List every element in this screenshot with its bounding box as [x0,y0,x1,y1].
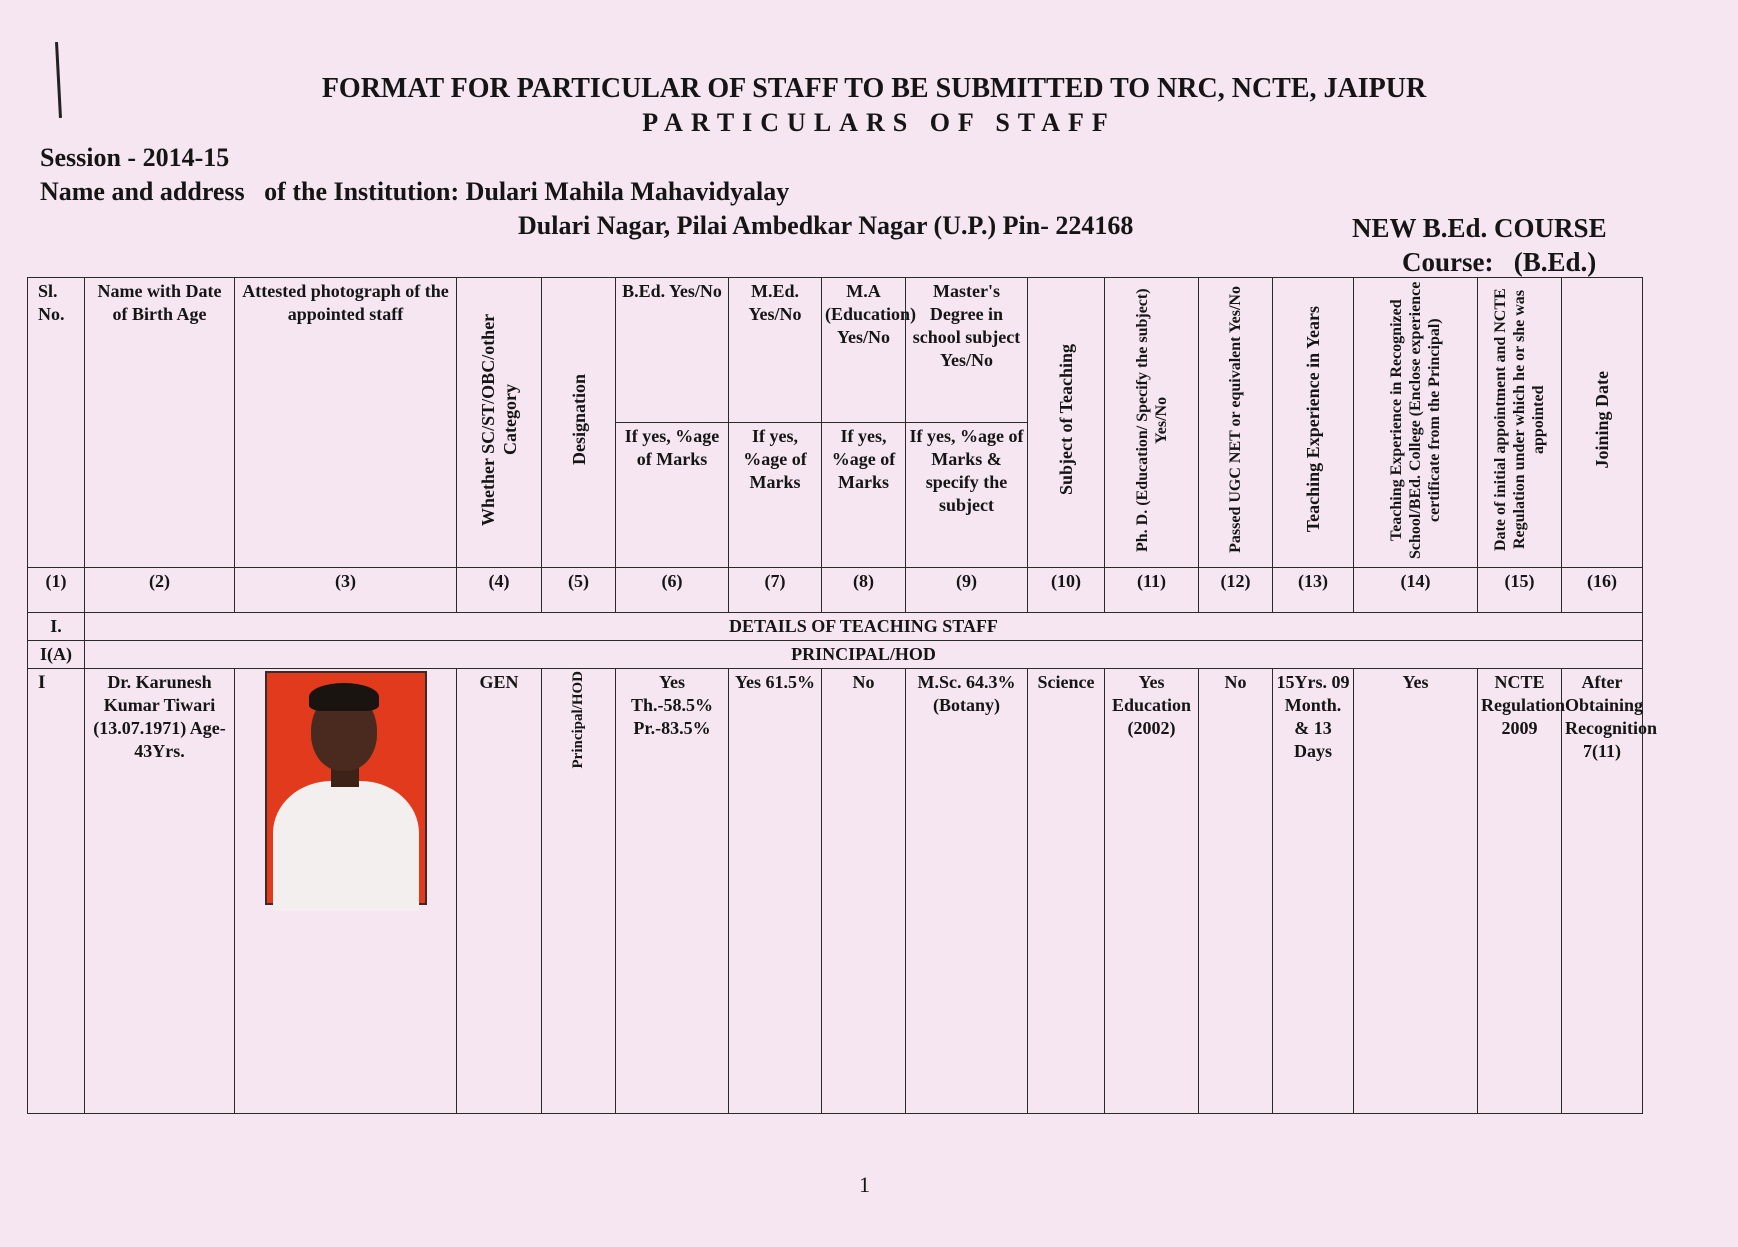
column-number: (5) [542,568,616,613]
document-subtitle: PARTICULARS OF STAFF [642,108,1116,137]
column-number: (13) [1273,568,1354,613]
course-heading: NEW B.Ed. COURSE [1352,213,1607,243]
cell-name: Dr. Karunesh Kumar Tiwari (13.07.1971) Age-43Yrs. [85,669,235,1114]
col-header-masters: Master's Degree in school subject Yes/No [906,278,1028,423]
document-title: FORMAT FOR PARTICULAR OF STAFF TO BE SUBMITTED TO NRC, NCTE, JAIPUR [321,73,1427,104]
column-number: (4) [457,568,542,613]
column-number: (11) [1105,568,1199,613]
column-number: (14) [1354,568,1478,613]
course-label: Course: (B.Ed.) [1402,247,1597,277]
column-number: (10) [1028,568,1105,613]
cell-masters: M.Sc. 64.3% (Botany) [906,669,1028,1114]
cell-experience: 15Yrs. 09 Month. & 13 Days [1273,669,1354,1114]
page-number: 1 [859,1172,870,1197]
column-number: (6) [616,568,729,613]
cell-ma: No [822,669,906,1114]
col-header-subject: Subject of Teaching [1028,278,1105,568]
session-label: Session - 2014-15 [40,143,230,172]
cell-bed: Yes Th.-58.5% Pr.-83.5% [616,669,729,1114]
cell-net: No [1199,669,1273,1114]
column-number: (16) [1562,568,1643,613]
col-subheader-med: If yes, %age of Marks [729,423,822,568]
col-header-appointment: Date of initial appointment and NCTE Regulation under which he or she was appointed [1478,278,1562,568]
cell-photo [235,669,457,1114]
col-header-category: Whether SC/ST/OBC/other Category [457,278,542,568]
column-number: (9) [906,568,1028,613]
column-number-row [28,568,1643,613]
column-number: (7) [729,568,822,613]
table-row [28,669,1643,1114]
cell-sl: I [28,669,85,1114]
section-label: PRINCIPAL/HOD [85,641,1643,669]
institution-name: Name and address of the Institution: Dulari Mahila Mahavidyalay [40,177,790,206]
col-header-med: M.Ed. Yes/No [729,278,822,423]
col-header-experience: Teaching Experience in Years [1273,278,1354,568]
col-header-sl: Sl. No. [28,278,85,568]
col-subheader-masters: If yes, %age of Marks & specify the subject [906,423,1028,568]
col-header-bed: B.Ed. Yes/No [616,278,729,423]
section-number: I. [28,613,85,641]
column-number: (12) [1199,568,1273,613]
section-number: I(A) [28,641,85,669]
cell-subject: Science [1028,669,1105,1114]
column-number: (8) [822,568,906,613]
table-header-row [28,278,1643,423]
column-number: (2) [85,568,235,613]
col-header-ma: M.A (Education) Yes/No [822,278,906,423]
col-subheader-bed: If yes, %age of Marks [616,423,729,568]
col-header-designation: Designation [542,278,616,568]
staff-table [27,277,1657,1114]
section-row-teaching-staff [28,613,1643,641]
column-number: (15) [1478,568,1562,613]
column-number: (3) [235,568,457,613]
cell-joining: After Obtaining Recognition 7(11) [1562,669,1643,1114]
cell-appointment: NCTE Regulation 2009 [1478,669,1562,1114]
cell-med: Yes 61.5% [729,669,822,1114]
institution-address: Dulari Nagar, Pilai Ambedkar Nagar (U.P.) Pin- 224168 [518,211,1134,240]
cell-exp-recognized: Yes [1354,669,1478,1114]
col-header-name: Name with Date of Birth Age [85,278,235,568]
cell-designation: Principal/HOD [542,669,616,1114]
col-header-phd: Ph. D. (Education/ Specify the subject) Yes/No [1105,278,1199,568]
col-header-joining: Joining Date [1562,278,1643,568]
cell-category: GEN [457,669,542,1114]
col-header-photo: Attested photograph of the appointed staff [235,278,457,568]
cell-phd: Yes Education (2002) [1105,669,1199,1114]
column-number: (1) [28,568,85,613]
col-header-exp-recognized: Teaching Experience in Recognized School/BEd. College (Enclose experience certificate from the Principal) [1354,278,1478,568]
col-header-net: Passed UGC NET or equivalent Yes/No [1199,278,1273,568]
col-subheader-ma: If yes, %age of Marks [822,423,906,568]
staff-photo [265,671,427,905]
section-row-principal [28,641,1643,669]
section-label: DETAILS OF TEACHING STAFF [85,613,1643,641]
